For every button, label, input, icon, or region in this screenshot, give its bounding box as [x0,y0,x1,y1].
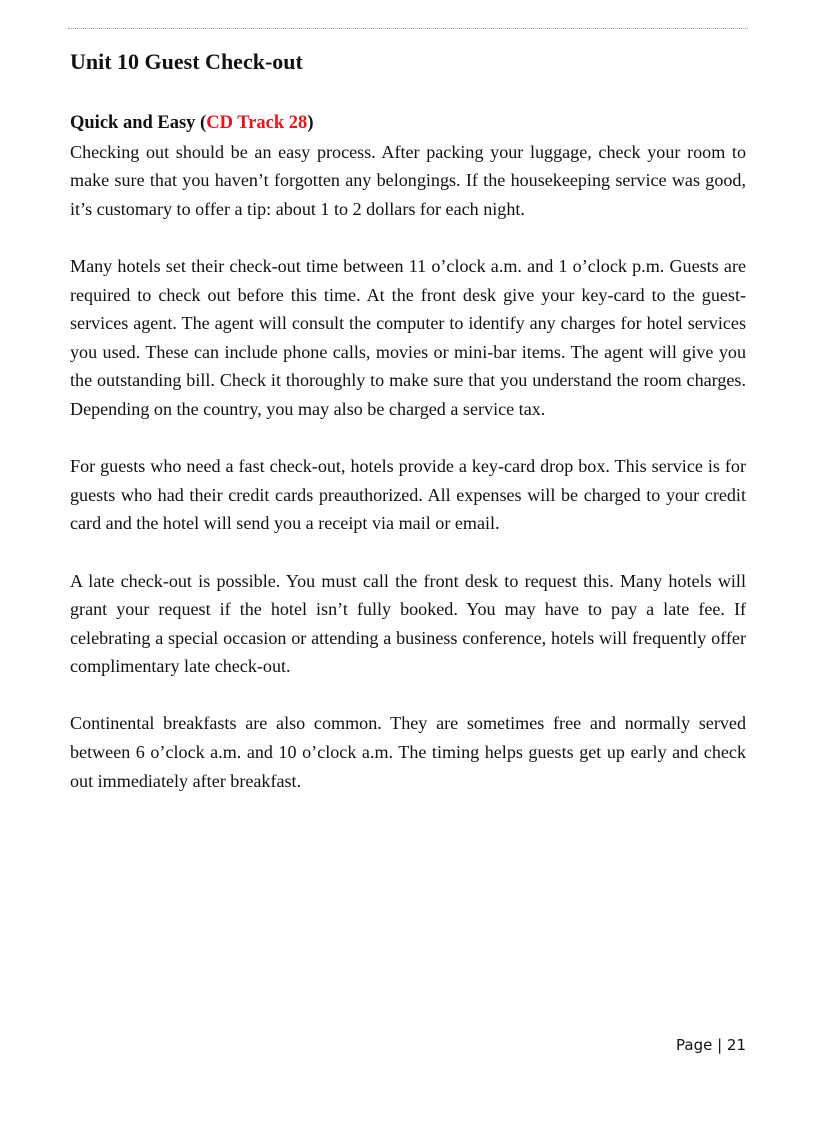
unit-title: Unit 10 Guest Check-out [70,49,303,74]
header-rule [68,28,748,29]
page-number: Page | 21 [676,1036,746,1054]
paragraph-fast-check-out: For guests who need a fast check-out, hotels provide a key-card drop box. This service is for guests who had their credit cards preauthorized. All expenses will be charged to your credit card and the hotel will send you a receipt via mail or email. [70,456,746,534]
section-heading-suffix: ) [307,113,314,133]
paragraph-continental-breakfast: Continental breakfasts are also common. They are sometimes free and normally served between 6 o’clock a.m. and 10 o’clock a.m. The timing helps guests get up early and check out immediately after breakfast. [70,713,746,791]
cd-track-label: CD Track 28 [206,113,308,133]
paragraph-late-check-out: A late check-out is possible. You must call the front desk to request this. Many hotels will grant your request if the hotel isn’t fully booked. You may have to pay a late fee. If celebrating a special occasion or attending a business conference, hotels will frequently offer complimentary late check-out. [70,570,746,677]
section-heading [70,109,746,138]
section-heading-prefix: Quick and Easy ( [70,113,207,133]
page-content [70,109,746,824]
paragraph-checking-out: Checking out should be an easy process. After packing your luggage, check your room to make sure that you haven’t forgotten any belongings. If the housekeeping service was good, it’s customary to offer a tip: about 1 to 2 dollars for each night. [70,141,746,219]
paragraph-check-out-time: Many hotels set their check-out time between 11 o’clock a.m. and 1 o’clock p.m. Guests are required to check out before this time. At the front desk give your key-card to the guest-services agent. The agent will consult the computer to identify any charges for hotel services you used. These can include phone calls, movies or mini-bar items. The agent will give you the outstanding bill. Check it thoroughly to make sure that you understand the room charges. Depending on the country, you may also be charged a service tax. [70,255,746,419]
